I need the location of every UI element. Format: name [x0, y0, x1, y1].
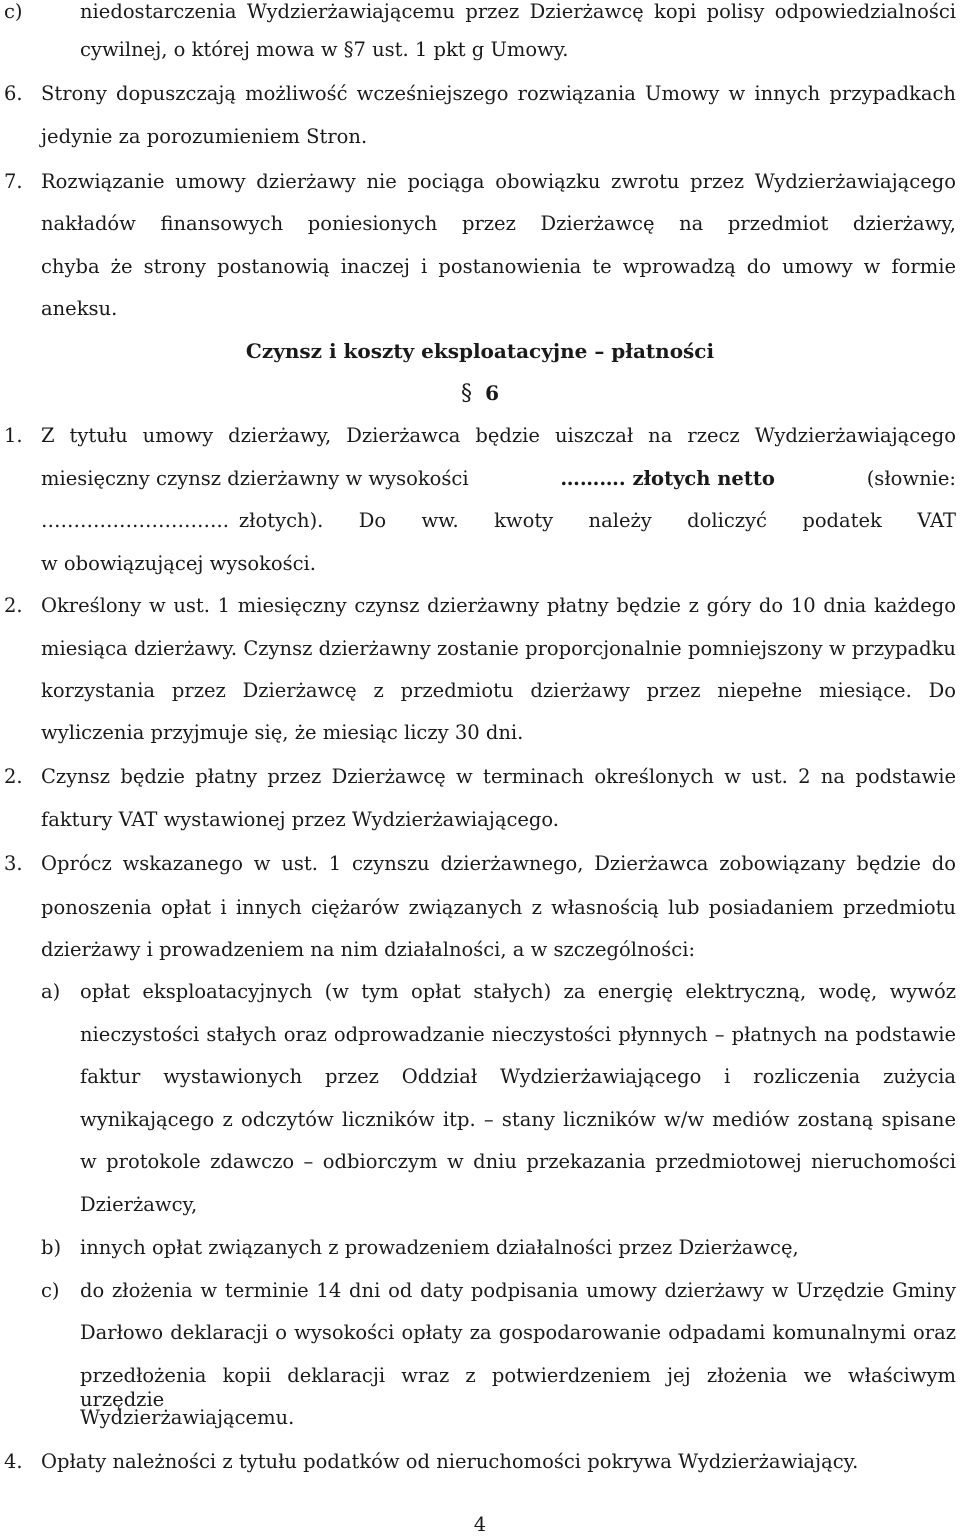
paragraph-number	[0, 381, 960, 406]
section-heading: Czynsz i koszty eksploatacyjne – płatności	[245, 339, 715, 363]
text-line: innych opłat związanych z prowadzeniem działalności przez Dzierżawcę,	[80, 1236, 799, 1259]
list-marker: 2.	[4, 594, 23, 617]
list-marker: 4.	[4, 1450, 23, 1473]
text-line: Określony w ust. 1 miesięczny czynsz dzierżawny płatny będzie z góry do 10 dnia każdego	[41, 594, 956, 617]
text-line: korzystania przez Dzierżawcę z przedmiotu dzierżawy przez niepełne miesiące. Do	[41, 679, 956, 702]
text-line	[41, 509, 956, 533]
paragraph-number-value: 6	[485, 381, 499, 405]
paragraph-sign: §	[460, 381, 472, 406]
text-line: wyliczenia przyjmuje się, że miesiąc liczy 30 dni.	[41, 721, 524, 744]
amount-words-placeholder: ………………………..	[41, 509, 229, 532]
list-marker: 3.	[4, 852, 23, 875]
list-marker: 1.	[4, 424, 23, 447]
text-line	[41, 467, 956, 491]
text-line: chyba że strony postanowią inaczej i postanowienia te wprowadzą do umowy w formie	[41, 255, 956, 278]
text-segment: złotych). Do ww. kwoty należy doliczyć podatek VAT	[238, 509, 956, 532]
text-segment: (słownie:	[866, 467, 956, 490]
page-number: 4	[473, 1513, 487, 1536]
text-line: opłat eksploatacyjnych (w tym opłat stałych) za energię elektryczną, wodę, wywóz	[80, 980, 956, 1003]
text-line: faktur wystawionych przez Oddział Wydzierżawiającego i rozliczenia zużycia	[80, 1065, 956, 1088]
list-marker: 2.	[4, 765, 23, 788]
list-marker: c)	[41, 1279, 60, 1302]
text-line: Darłowo deklaracji o wysokości opłaty za gospodarowanie odpadami komunalnymi oraz	[80, 1321, 956, 1344]
text-line: Rozwiązanie umowy dzierżawy nie pociąga obowiązku zwrotu przez Wydzierżawiającego	[41, 170, 956, 193]
amount-placeholder: ………. złotych netto	[560, 467, 775, 490]
text-line: Czynsz będzie płatny przez Dzierżawcę w terminach określonych w ust. 2 na podstawie	[41, 765, 956, 788]
list-marker: b)	[41, 1236, 62, 1259]
text-line: Dzierżawcy,	[80, 1193, 198, 1216]
text-line: aneksu.	[41, 297, 118, 320]
list-marker: a)	[41, 980, 61, 1003]
text-line: Z tytułu umowy dzierżawy, Dzierżawca będzie uiszczał na rzecz Wydzierżawiającego	[41, 424, 956, 447]
text-line: cywilnej, o której mowa w §7 ust. 1 pkt g Umowy.	[80, 38, 569, 61]
text-line: nieczystości stałych oraz odprowadzanie nieczystości płynnych – płatnych na podstawie	[80, 1023, 956, 1046]
text-line: miesiąca dzierżawy. Czynsz dzierżawny zostanie proporcjonalnie pomniejszony w przypadku	[41, 637, 956, 660]
text-line: Wydzierżawiającemu.	[80, 1406, 295, 1429]
text-line: Opłaty należności z tytułu podatków od nieruchomości pokrywa Wydzierżawiający.	[41, 1450, 859, 1473]
text-line: jedynie za porozumieniem Stron.	[41, 125, 368, 148]
text-line: Strony dopuszczają możliwość wcześniejszego rozwiązania Umowy w innych przypadkach	[41, 82, 956, 105]
text-line: przedłożenia kopii deklaracji wraz z potwierdzeniem jej złożenia we właściwym urzędzie	[80, 1364, 956, 1411]
text-line: dzierżawy i prowadzeniem na nim działalności, a w szczególności:	[41, 938, 696, 961]
text-line: do złożenia w terminie 14 dni od daty podpisania umowy dzierżawy w Urzędzie Gminy	[80, 1279, 956, 1302]
text-line: ponoszenia opłat i innych ciężarów związanych z własnością lub posiadaniem przedmiotu	[41, 896, 956, 919]
text-line: Oprócz wskazanego w ust. 1 czynszu dzierżawnego, Dzierżawca zobowiązany będzie do	[41, 852, 956, 875]
text-line: faktury VAT wystawionej przez Wydzierżawiającego.	[41, 808, 559, 831]
list-marker: 7.	[4, 170, 23, 193]
text-line: w protokole zdawczo – odbiorczym w dniu przekazania przedmiotowej nieruchomości	[80, 1150, 956, 1173]
text-line: nakładów finansowych poniesionych przez Dzierżawcę na przedmiot dzierżawy,	[41, 212, 956, 235]
text-segment: miesięczny czynsz dzierżawny w wysokości	[41, 467, 469, 490]
text-line: niedostarczenia Wydzierżawiającemu przez Dzierżawcę kopi polisy odpowiedzialności	[80, 0, 956, 23]
text-line: wynikającego z odczytów liczników itp. – stany liczników w/w mediów zostaną spisane	[80, 1108, 956, 1131]
list-marker: c)	[4, 0, 23, 23]
list-marker: 6.	[4, 82, 23, 105]
text-line: w obowiązującej wysokości.	[41, 552, 316, 575]
